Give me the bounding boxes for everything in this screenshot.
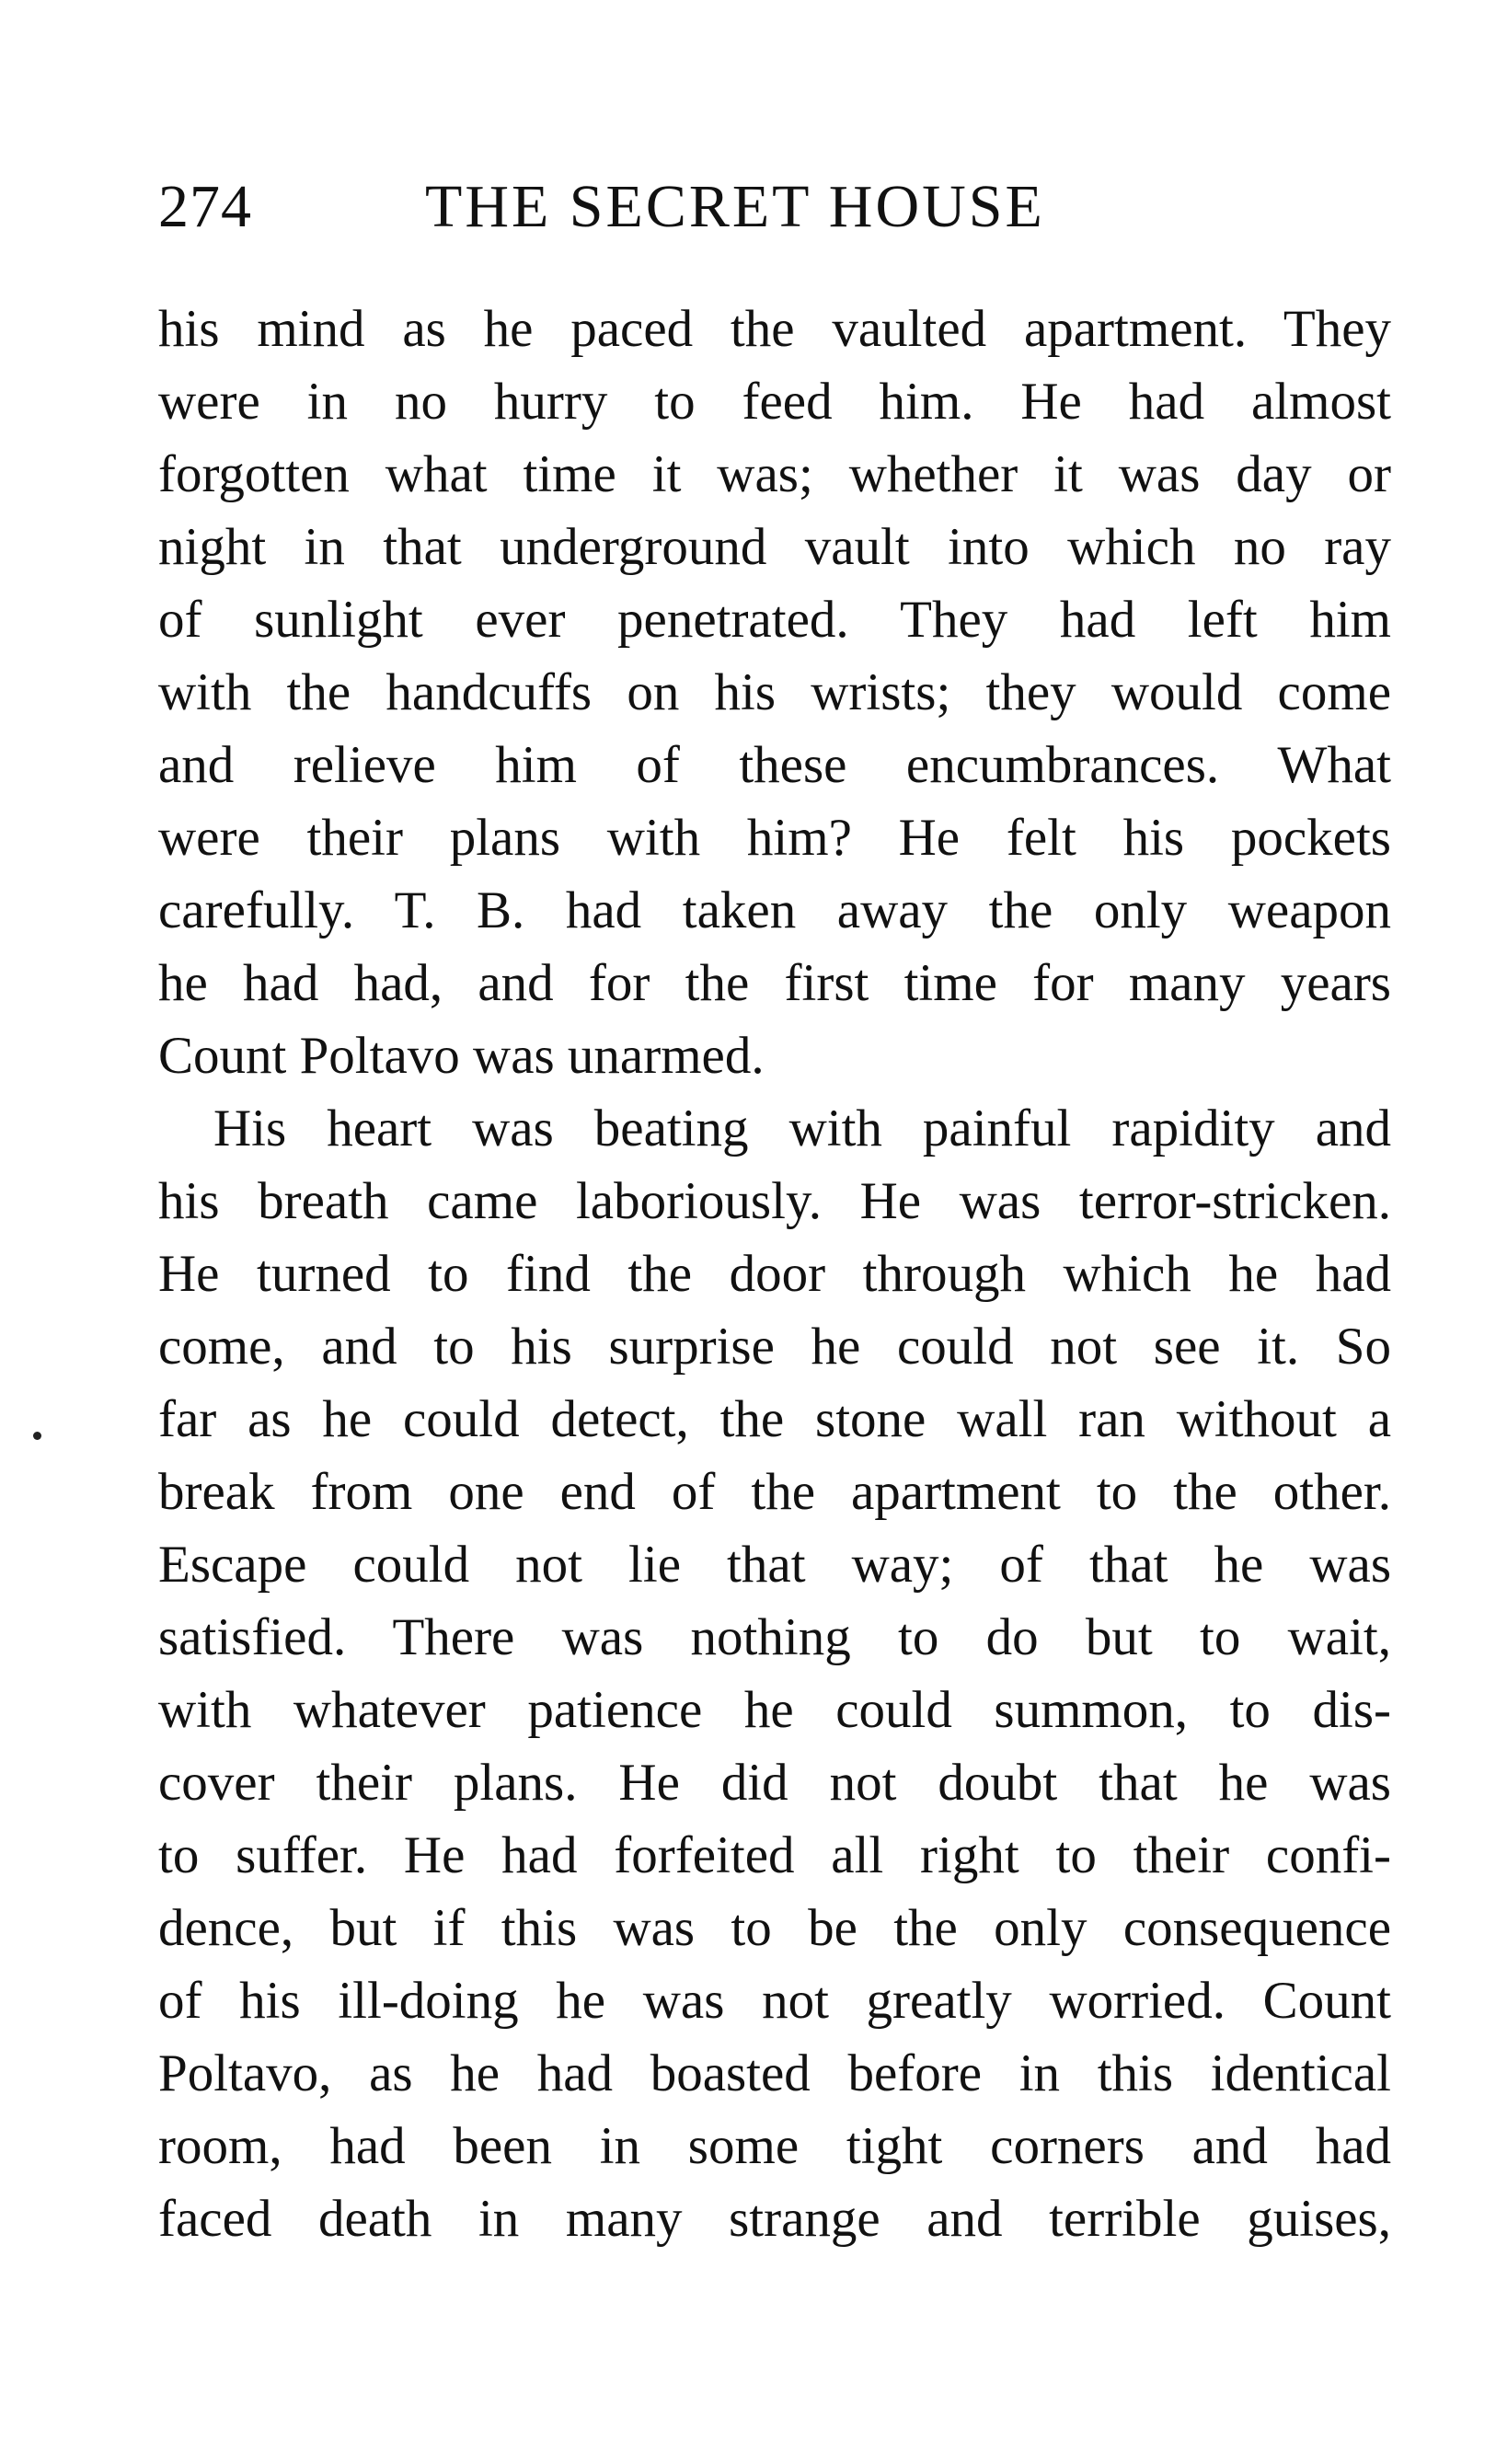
text-line: were in no hurry to feed him. He had almost	[158, 373, 1391, 431]
text-line: he had had, and for the first time for many years	[158, 954, 1391, 1012]
text-line: He turned to find the door through which he had	[158, 1245, 1391, 1303]
body-text	[158, 293, 1391, 2255]
text-line: with the handcuffs on his wrists; they would come	[158, 663, 1391, 721]
running-title: THE SECRET HOUSE	[425, 173, 1045, 240]
text-line: break from one end of the apartment to the other.	[158, 1463, 1391, 1521]
text-line: to suffer. He had forfeited all right to their confi-	[158, 1826, 1391, 1884]
text-line: dence, but if this was to be the only consequence	[158, 1899, 1391, 1957]
text-line: room, had been in some tight corners and had	[158, 2117, 1391, 2175]
running-head	[158, 170, 1391, 244]
text-line: carefully. T. B. had taken away the only weapon	[158, 881, 1391, 939]
text-line: cover their plans. He did not doubt that he was	[158, 1754, 1391, 1812]
text-line: were their plans with him? He felt his pockets	[158, 809, 1391, 867]
text-line: his mind as he paced the vaulted apartment. They	[158, 300, 1391, 358]
text-line: of sunlight ever penetrated. They had left him	[158, 591, 1391, 649]
text-line: Count Poltavo was unarmed.	[158, 1027, 765, 1085]
text-line: Escape could not lie that way; of that he was	[158, 1536, 1391, 1594]
text-line: faced death in many strange and terrible guises,	[158, 2190, 1391, 2248]
text-line: and relieve him of these encumbrances. What	[158, 736, 1391, 794]
text-line: night in that underground vault into which no ray	[158, 518, 1391, 576]
margin-speck	[33, 1432, 41, 1440]
text-line: satisfied. There was nothing to do but to wait,	[158, 1608, 1391, 1666]
page-number: 274	[158, 173, 252, 240]
text-line: far as he could detect, the stone wall ran without a	[158, 1390, 1391, 1448]
text-line: his breath came laboriously. He was terror-stricken.	[158, 1172, 1391, 1230]
text-line: His heart was beating with painful rapidity and	[213, 1100, 1391, 1157]
text-line: with whatever patience he could summon, to dis-	[158, 1681, 1391, 1739]
paragraph-2	[158, 1092, 1391, 2255]
paragraph-1	[158, 293, 1391, 1092]
text-line: forgotten what time it was; whether it was day or	[158, 445, 1391, 503]
text-line: come, and to his surprise he could not see it. So	[158, 1318, 1391, 1376]
text-line: of his ill-doing he was not greatly worried. Count	[158, 1972, 1391, 2030]
text-line: Poltavo, as he had boasted before in this identical	[158, 2044, 1391, 2102]
